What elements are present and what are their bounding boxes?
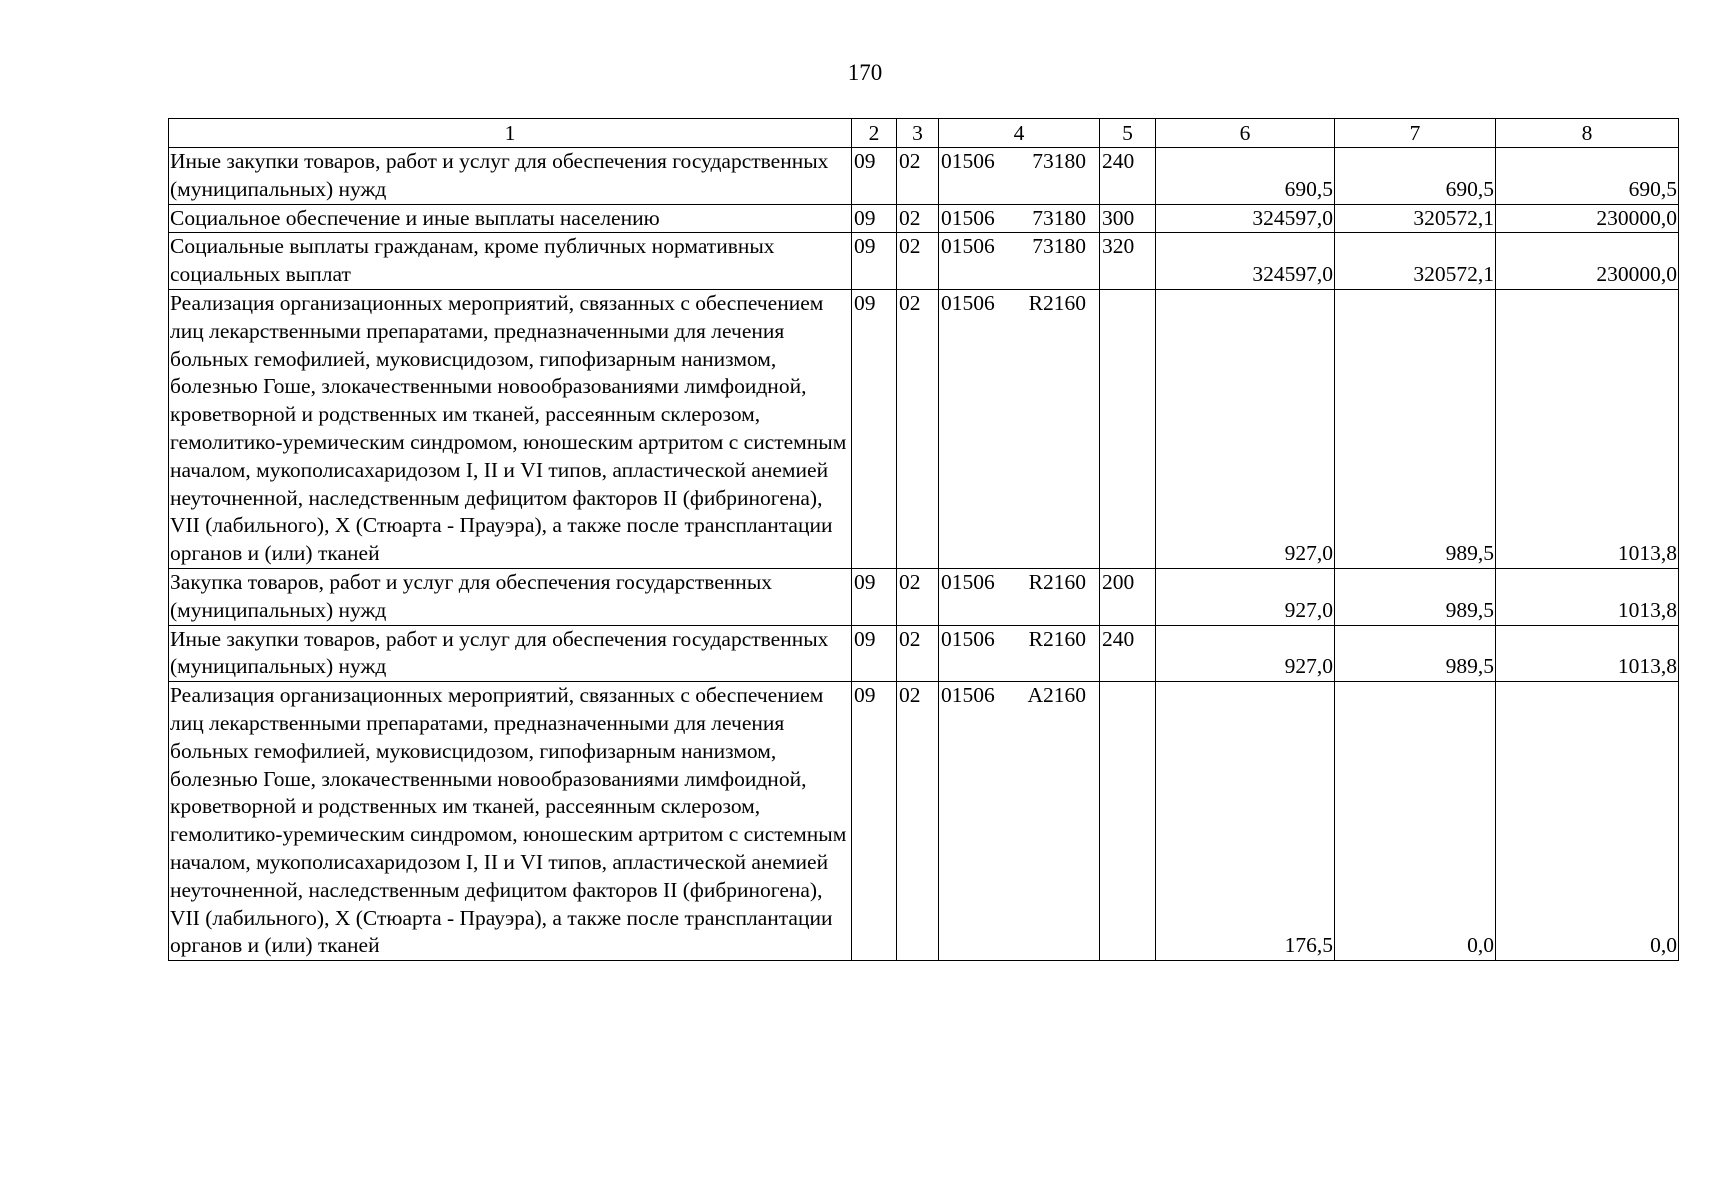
row-description: Реализация организационных мероприятий, связанных с обеспечением лиц лекарственными препаратами, предназначенными для лечения больных гемофилией, муковисцидозом, гипофизарным нанизмом, болезнью Гоше, злокачественными новообразованиями лимфоидной, кроветворной и родственных им тканей, рассеянным склерозом, гемолитико-уремическим синдромом, юношеским артритом с системным началом, мукополисахаридозом I, II и VI типов, апластической анемией неуточненной, наследственным дефицитом факторов II (фибриногена), VII (лабильного), X (Стюарта - Прауэра), а также после трансплантации органов и (или) тканей [169,289,852,568]
table-header-row [169,119,1679,148]
amount-col-6: 927,0 [1156,568,1335,625]
header-cell-2: 2 [852,119,897,148]
target-article-code [939,148,1100,205]
header-cell-8: 8 [1496,119,1679,148]
code-section: 09 [852,289,897,568]
amount-col-7: 0,0 [1335,682,1496,961]
amount-col-6: 176,5 [1156,682,1335,961]
code-subsection: 02 [897,625,939,682]
row-description: Социальные выплаты гражданам, кроме публичных нормативных социальных выплат [169,233,852,290]
page-number: 170 [847,60,883,85]
table-row [169,682,1679,961]
expense-type-code [1100,682,1156,961]
program-code: 01506 [941,234,995,259]
direction-code: 73180 [1032,205,1086,230]
direction-code: A2160 [1027,683,1086,708]
amount-col-7: 320572,1 [1335,233,1496,290]
amount-col-7: 320572,1 [1335,204,1496,233]
program-code: 01506 [941,569,995,594]
code-subsection: 02 [897,568,939,625]
target-article-code [939,289,1100,568]
expense-type-code: 240 [1100,625,1156,682]
code-section: 09 [852,148,897,205]
expense-type-code: 200 [1100,568,1156,625]
program-code: 01506 [941,205,995,230]
amount-col-6: 927,0 [1156,289,1335,568]
code-section: 09 [852,625,897,682]
program-code: 01506 [941,290,995,315]
row-description: Иные закупки товаров, работ и услуг для обеспечения государственных (муниципальных) нужд [169,148,852,205]
row-description: Реализация организационных мероприятий, связанных с обеспечением лиц лекарственными препаратами, предназначенными для лечения больных гемофилией, муковисцидозом, гипофизарным нанизмом, болезнью Гоше, злокачественными новообразованиями лимфоидной, кроветворной и родственных им тканей, рассеянным склерозом, гемолитико-уремическим синдромом, юношеским артритом с системным началом, мукополисахаридозом I, II и VI типов, апластической анемией неуточненной, наследственным дефицитом факторов II (фибриногена), VII (лабильного), X (Стюарта - Прауэра), а также после трансплантации органов и (или) тканей [169,682,852,961]
amount-col-8: 230000,0 [1496,204,1679,233]
amount-col-6: 324597,0 [1156,204,1335,233]
expense-type-code [1100,289,1156,568]
code-section: 09 [852,204,897,233]
table-row [169,625,1679,682]
header-cell-3: 3 [897,119,939,148]
row-description: Закупка товаров, работ и услуг для обеспечения государственных (муниципальных) нужд [169,568,852,625]
header-cell-6: 6 [1156,119,1335,148]
table-row [169,148,1679,205]
target-article-code [939,233,1100,290]
target-article-code [939,204,1100,233]
amount-col-7: 989,5 [1335,625,1496,682]
row-description: Социальное обеспечение и иные выплаты населению [169,204,852,233]
amount-col-7: 690,5 [1335,148,1496,205]
code-subsection: 02 [897,233,939,290]
amount-col-8: 1013,8 [1496,625,1679,682]
direction-code: 73180 [1032,149,1086,173]
amount-col-6: 927,0 [1156,625,1335,682]
target-article-code [939,625,1100,682]
amount-col-7: 989,5 [1335,568,1496,625]
target-article-code [939,682,1100,961]
direction-code: R2160 [1028,290,1086,315]
expense-type-code: 300 [1100,204,1156,233]
header-cell-5: 5 [1100,119,1156,148]
code-section: 09 [852,568,897,625]
expense-type-code: 240 [1100,148,1156,205]
code-section: 09 [852,682,897,961]
row-description: Иные закупки товаров, работ и услуг для обеспечения государственных (муниципальных) нужд [169,625,852,682]
code-subsection: 02 [897,204,939,233]
table-row [169,233,1679,290]
expense-type-code: 320 [1100,233,1156,290]
amount-col-7: 989,5 [1335,289,1496,568]
amount-col-8: 690,5 [1496,148,1679,205]
code-section: 09 [852,233,897,290]
target-article-code [939,568,1100,625]
direction-code: 73180 [1032,234,1086,259]
header-cell-7: 7 [1335,119,1496,148]
program-code: 01506 [941,683,995,708]
program-code: 01506 [941,626,995,651]
amount-col-6: 690,5 [1156,148,1335,205]
program-code: 01506 [941,149,995,173]
amount-col-8: 0,0 [1496,682,1679,961]
code-subsection: 02 [897,289,939,568]
code-subsection: 02 [897,148,939,205]
amount-col-8: 1013,8 [1496,289,1679,568]
code-subsection: 02 [897,682,939,961]
budget-table [168,118,1679,961]
table-row [169,204,1679,233]
header-cell-1: 1 [169,119,852,148]
direction-code: R2160 [1028,569,1086,594]
amount-col-6: 324597,0 [1156,233,1335,290]
table-row [169,289,1679,568]
table-row [169,568,1679,625]
amount-col-8: 230000,0 [1496,233,1679,290]
amount-col-8: 1013,8 [1496,568,1679,625]
header-cell-4: 4 [939,119,1100,148]
direction-code: R2160 [1028,626,1086,651]
